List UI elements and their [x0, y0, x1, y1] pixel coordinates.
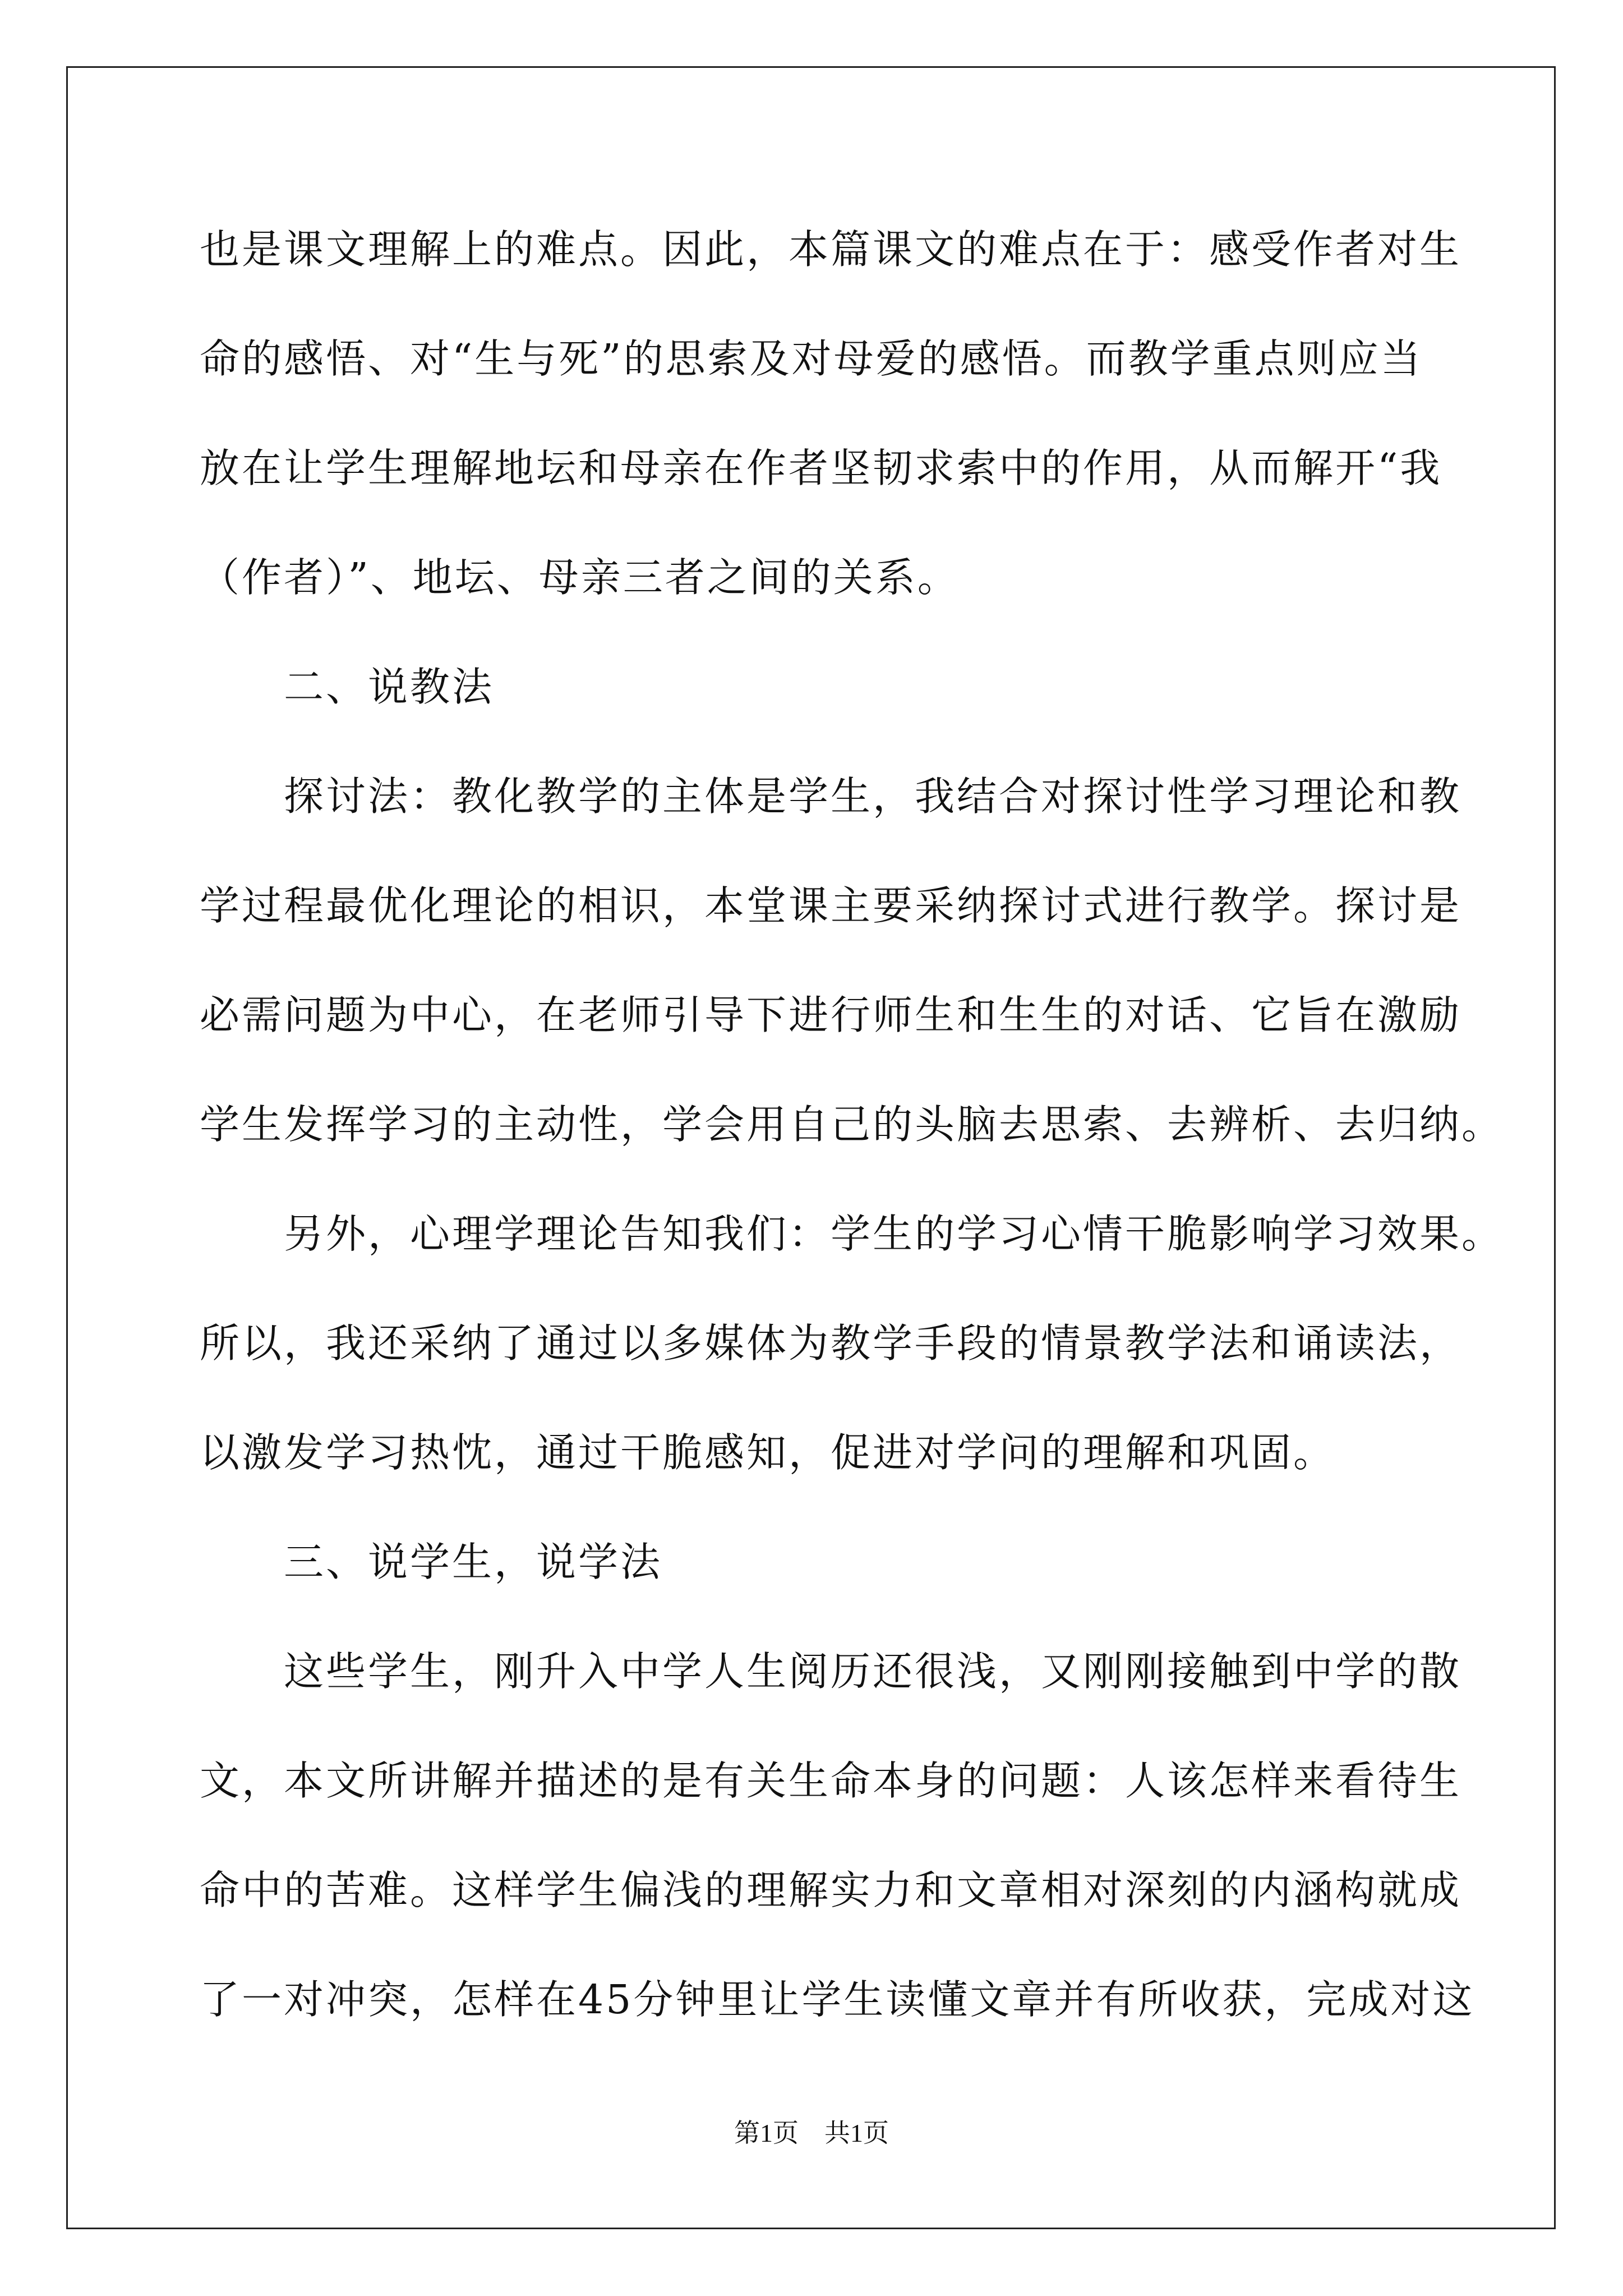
- section-heading: 三、说学生，说学法: [200, 1539, 663, 1585]
- text-line: 命中的苦难。这样学生偏浅的理解实力和文章相对深刻的内涵构就成: [200, 1867, 1462, 1913]
- text-line: 所以，我还采纳了通过以多媒体为教学手段的情景教学法和诵读法，: [200, 1320, 1462, 1366]
- text-line: 放在让学生理解地坛和母亲在作者坚韧求索中的作用，从而解开“我: [200, 445, 1442, 491]
- section-heading: 二、说教法: [200, 664, 495, 710]
- text-line: （作者）”、地坛、母亲三者之间的关系。: [200, 554, 960, 601]
- text-line: 另外，心理学理论告知我们：学生的学习心情干脆影响学习效果。: [200, 1211, 1504, 1257]
- page-footer: 第1页 共1页: [734, 2119, 889, 2147]
- text-line: 这些学生，刚升入中学人生阅历还很浅，又刚刚接触到中学的散: [200, 1648, 1462, 1695]
- text-line: 学过程最优化理论的相识，本堂课主要采纳探讨式进行教学。探讨是: [200, 882, 1462, 929]
- text-line: 必需问题为中心，在老师引导下进行师生和生生的对话、它旨在激励: [200, 992, 1462, 1038]
- text-line: 探讨法：教化教学的主体是学生，我结合对探讨性学习理论和教: [200, 773, 1462, 820]
- text-line: 也是课文理解上的难点。因此，本篇课文的难点在于：感受作者对生: [200, 226, 1462, 273]
- text-line: 文，本文所讲解并描述的是有关生命本身的问题：人该怎样来看待生: [200, 1757, 1462, 1804]
- text-line: 以激发学习热忱，通过干脆感知，促进对学问的理解和巩固。: [200, 1429, 1336, 1476]
- text-line: 命的感悟、对“生与死”的思索及对母爱的感悟。而教学重点则应当: [200, 335, 1423, 382]
- text-line: 学生发挥学习的主动性，学会用自己的头脑去思索、去辨析、去归纳。: [200, 1101, 1504, 1148]
- text-line: 了一对冲突，怎样在45分钟里让学生读懂文章并有所收获，完成对这: [200, 1976, 1475, 2023]
